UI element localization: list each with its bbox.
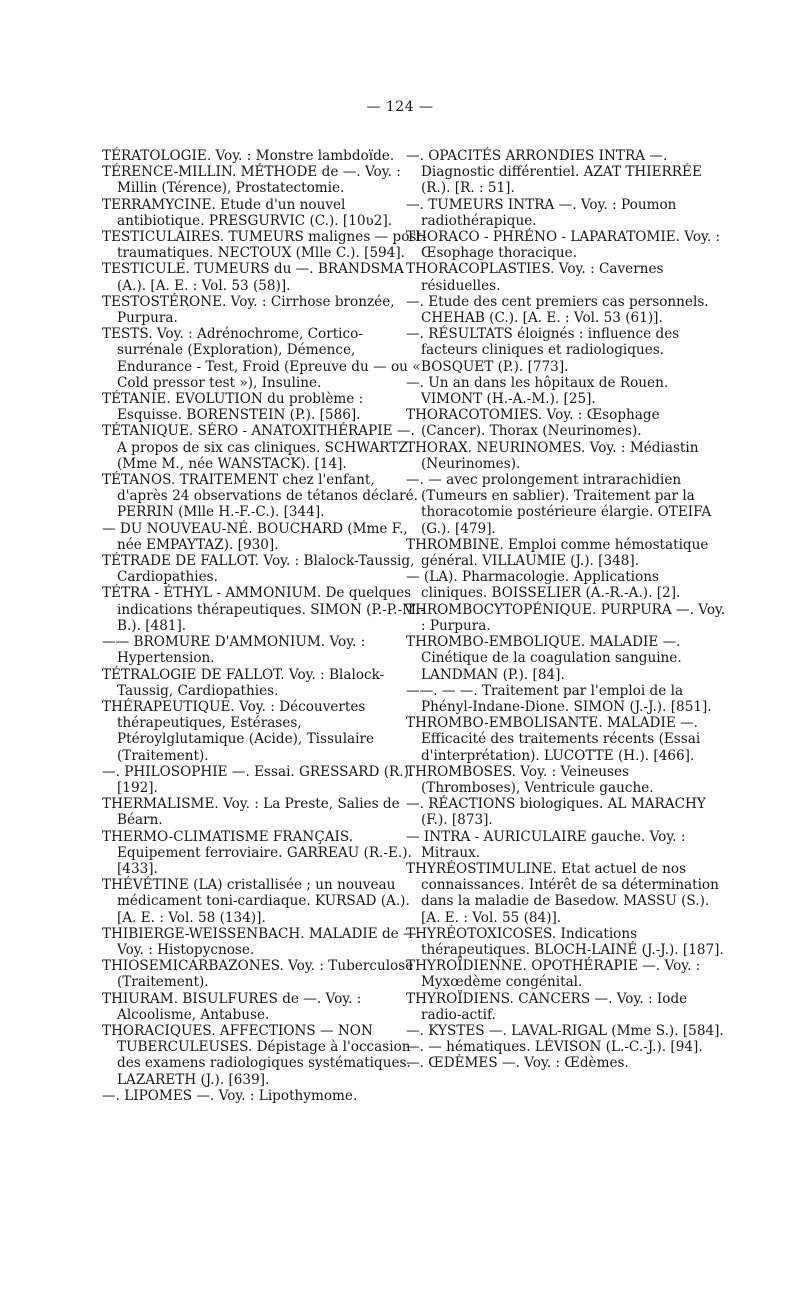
index-entry: ——. — —. Traitement par l'emploi de la Phényl-Indane-Dione. SIMON (J.-J.). [851].: [406, 682, 712, 715]
index-entry: THIURAM. BISULFURES de —. Voy. : Alcoolisme, Antabuse.: [102, 990, 362, 1023]
index-entry: — INTRA - AURICULAIRE gauche. Voy. : Mitraux.: [406, 828, 686, 861]
index-entry: —. OPACITÉS ARRONDIES INTRA —. Diagnostic différentiel. AZAT THIERRÉE (R.). [R. : 51].: [406, 148, 702, 197]
index-entry: THIBIERGE-WEISSENBACH. MALADIE de —. Voy. : Histopycnose.: [102, 925, 421, 958]
index-entry: TESTS. Voy. : Adrénochrome, Cortico-surrénale (Exploration), Démence, Endurance - Test, Froid (Epreuve du — ou « Cold pressor test »), Insuline.: [102, 326, 421, 391]
index-entry: TÉTANIE. EVOLUTION du problème : Esquisse. BORENSTEIN (P.). [586].: [102, 391, 364, 424]
index-entry: TÉTRA - ÉTHYL - AMMONIUM. De quelques indications thérapeutiques. SIMON (P.-P.-M.-B.). [481].: [102, 585, 425, 634]
index-entry: — DU NOUVEAU-NÉ. BOUCHARD (Mme F., née EMPAYTAZ). [930].: [102, 520, 408, 553]
index-entry: THROMBINE. Emploi comme hémostatique général. VILLAUMIE (J.). [348].: [406, 536, 709, 570]
index-entry: —. RÉACTIONS biologiques. AL MARACHY (F.). [873].: [406, 796, 706, 829]
index-entry: TÉRATOLOGIE. Voy. : Monstre lambdoïde.: [102, 148, 395, 164]
index-entry: THERMALISME. Voy. : La Preste, Salies de Béarn.: [102, 796, 400, 829]
index-entry: —. PHILOSOPHIE —. Essai. GRESSARD (R.). [192].: [102, 763, 414, 796]
index-entry: —. LIPOMES —. Voy. : Lipothymome.: [102, 1087, 358, 1104]
index-entry: TÉRENCE-MILLIN. MÉTHODE de —. Voy. : Millin (Térence), Prostatectomie.: [102, 164, 401, 197]
index-entry: —. TUMEURS INTRA —. Voy. : Poumon radiothérapique.: [406, 196, 677, 229]
index-entry: —. Etude des cent premiers cas personnels. CHEHAB (C.). [A. E. : Vol. 53 (61)].: [406, 293, 709, 327]
index-entry: THORACOPLASTIES. Voy. : Cavernes résiduelles.: [406, 261, 664, 294]
index-entry: THROMBOCYTOPÉNIQUE. PURPURA —. Voy. : Purpura.: [406, 601, 726, 634]
index-entry: — (LA). Pharmacologie. Applications cliniques. BOISSELIER (A.-R.-A.). [2].: [406, 569, 681, 602]
index-entry: —. RÉSULTATS éloignés : influence des facteurs cliniques et radiologiques. BOSQUET (P.). [773].: [406, 326, 680, 375]
index-entry: THYRÉOTOXICOSES. Indications thérapeutiques. BLOCH-LAINÉ (J.-J.). [187].: [406, 925, 724, 958]
index-entry: THORACOTOMIES. Voy. : Œsophage (Cancer). Thorax (Neurinomes).: [406, 407, 660, 440]
index-entry: THYROÏDIENS. CANCERS —. Voy. : Iode radio-actif.: [406, 990, 688, 1023]
index-entry: —. ŒDÈMES —. Voy. : Œdèmes.: [406, 1055, 629, 1072]
index-entry: THÉRAPEUTIQUE. Voy. : Découvertes thérapeutiques, Estérases, Ptéroylglutamique (Acide), Tissulaire (Traitement).: [102, 698, 375, 764]
index-entry: THORACO - PHRÉNO - LAPARATOMIE. Voy. : Œsophage thoracique.: [406, 229, 721, 262]
index-entry: THROMBO-EMBOLISANTE. MALADIE —. Efficacité des traitements récents (Essai d'interprétation). LUCOTTE (H.). [466].: [406, 715, 701, 764]
index-entry: —. KYSTES —. LAVAL-RIGAL (Mme S.). [584].: [406, 1022, 724, 1039]
index-entry: THÉVÉTINE (LA) cristallisée ; un nouveau médicament toni-cardiaque. KURSAD (A.). [A. E. : Vol. 58 (134)].: [102, 877, 410, 926]
index-entry: TÉTANIQUE. SÉRO - ANATOXITHÉRAPIE —. A propos de six cas cliniques. SCHWARTZ (Mme M., née WANSTACK). [14].: [102, 423, 415, 472]
index-entry: THROMBO-EMBOLIQUE. MALADIE —. Cinétique de la coagulation sanguine. LANDMAN (P.). [84].: [406, 634, 682, 683]
index-entry: —. — avec prolongement intrarachidien (Tumeurs en sablier). Traitement par la thoracotomie postérieure élargie. OTEIFA (G.). [479].: [406, 472, 712, 537]
index-entry: THORACIQUES. AFFECTIONS — NON TUBERCULEUSES. Dépistage à l'occasion des examens radiologiques systématiques. LAZARETH (J.). [639].: [102, 1022, 411, 1088]
index-entry: THORAX. NEURINOMES. Voy. : Médiastin (Neurinomes).: [406, 439, 699, 472]
index-entry: TERRAMYCINE. Etude d'un nouvel antibiotique. PRESGURVIC (C.). [10ʋ2].: [102, 196, 393, 229]
index-entry: TÉTRALOGIE DE FALLOT. Voy. : Blalock-Taussig, Cardiopathies.: [102, 666, 385, 699]
index-entry: TESTICULE. TUMEURS du —. BRANDSMA (A.). [A. E. : Vol. 53 (58)].: [102, 261, 404, 294]
index-entry: TÉTANOS. TRAITEMENT chez l'enfant, d'après 24 observations de tétanos déclaré. PERRIN (Mlle H.-F.-C.). [344].: [102, 472, 418, 521]
index-column-left: [102, 148, 427, 1104]
index-entry: THIOSEMICARBAZONES. Voy. : Tuberculose (Traitement).: [102, 958, 414, 991]
index-entry: THYROÏDIENNE. OPOTHÉRAPIE —. Voy. : Myxœdème congénital.: [406, 958, 701, 991]
page-number: — 124 —: [366, 99, 434, 115]
index-entry: THYRÉOSTIMULINE. Etat actuel de nos connaissances. Intérêt de sa détermination dans la maladie de Basedow. MASSU (S.). [A. E. : Vol. 55 (84)].: [406, 860, 719, 926]
index-entry: THROMBOSES. Voy. : Veineuses (Thromboses), Ventricule gauche.: [406, 763, 654, 796]
index-column-right: [406, 148, 728, 1072]
index-entry: —. Un an dans les hôpitaux de Rouen. VIMONT (H.-A.-M.). [25].: [406, 374, 669, 408]
index-entry: TÉTRADE DE FALLOT. Voy. : Blalock-Taussig, Cardiopathies.: [102, 553, 415, 586]
index-entry: TESTOSTÉRONE. Voy. : Cirrhose bronzée, Purpura.: [102, 293, 395, 327]
index-entry: THERMO-CLIMATISME FRANÇAIS. Equipement ferroviaire. GARREAU (R.-E.). [433].: [102, 828, 412, 877]
index-entry: —— BROMURE D'AMMONIUM. Voy. : Hypertension.: [102, 634, 366, 667]
index-entry: —. — hématiques. LÉVISON (L.-C.-J.). [94].: [406, 1039, 703, 1056]
index-entry: TESTICULAIRES. TUMEURS malignes — post-traumatiques. NECTOUX (Mlle C.). [594].: [102, 229, 427, 262]
